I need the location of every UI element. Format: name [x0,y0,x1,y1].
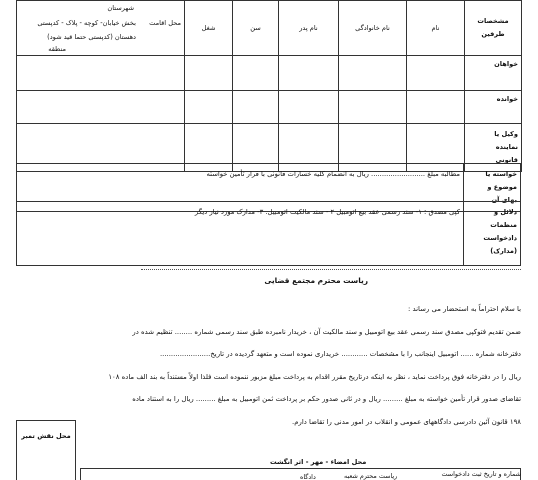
father-name-header: نام پدر [279,1,339,56]
branch-label: ریاست محترم شعبه [344,472,398,480]
letter-body [16,298,521,433]
stamp-label: محل نقش تمبر [21,432,71,440]
defendant-surname-cell[interactable] [339,91,407,124]
plaintiff-age-cell[interactable] [233,56,279,91]
dotted-separator [141,268,521,270]
parties-header-line: مشخصات [477,17,509,25]
defendant-label: خوانده [465,91,522,124]
plaintiff-address-cell[interactable] [17,56,185,91]
signature-label: محل امضاء - مهر - اثر انگشت [270,458,367,466]
defendant-name-cell[interactable] [407,91,465,124]
lawyer-label-line: نماینده [495,143,518,151]
defendant-row [17,91,522,124]
address-header-line: منطقه [48,45,66,53]
parties-header-cell [465,1,522,56]
evidence-label-line: دادخواست [483,234,517,242]
defendant-address-cell[interactable] [17,91,185,124]
evidence-text[interactable] [17,202,464,266]
plaintiff-job-cell[interactable] [185,56,233,91]
plaintiff-father-cell[interactable] [279,56,339,91]
evidence-section [16,201,521,266]
stamp-box [16,420,76,480]
letter-line: با سلام احتراماً به استحضار می رساند : [408,305,521,313]
evidence-text-line: کپی مصدق : ۱- سند رسمی عقد بیع اتومبیل ۲ - سند مالکیت اتومبیل. ۳- مدارک مورد نیاز دیگر [194,208,460,216]
plaintiff-surname-cell[interactable] [339,56,407,91]
defendant-father-cell[interactable] [279,91,339,124]
evidence-label-line: (مدارک) [490,247,517,255]
surname-header: نام خانوادگی [339,1,407,56]
parties-table [16,0,522,172]
name-header: نام [407,1,465,56]
court-title: ریاست محترم مجتمع قضایی [264,276,368,285]
age-header: سن [233,1,279,56]
demand-text-line: مطالبه مبلغ ......................... ریال به انضمام کلیه خسارات قانونی با قرار تأمین خواسته [206,170,460,178]
evidence-label-line: دلائل و [493,208,517,216]
letter-line: تقاضای صدور قرار تأمین خواسته به مبلغ ......... ریال و در ثانی صدور حکم بر پرداخت ثمن اتومبیل به مبلغ ......... ریال را به استناد ماده [132,395,521,403]
defendant-job-cell[interactable] [185,91,233,124]
demand-label-line: موضوع و [487,183,517,191]
evidence-label [464,202,521,266]
address-header-line: شهرستان [107,4,134,12]
plaintiff-row [17,56,522,91]
lawyer-label-line: قانونی [495,156,518,164]
address-header-cell [17,1,185,56]
plaintiff-label: خواهان [465,56,522,91]
lawyer-label-line: وکیل یا [494,130,518,138]
letter-line: دفترخانه شماره ...... اتومبیل اینجانب را با مشخصات ............ خریداری نموده است و متعهد گردیده در تاریخ....................... [159,350,521,358]
residence-header: محل اقامت [149,19,181,27]
plaintiff-name-cell[interactable] [407,56,465,91]
letter-line: ریال را در دفترخانه فوق پرداخت نماید ، نظر به اینکه درتاریخ مقرر اقدام به پرداخت مبلغ مزبور ننموده است فلذا اولاً مستنداً به بند الف ماده ۱۰۸ [108,372,521,381]
registration-label: شماره و تاریخ ثبت دادخواست [441,470,521,478]
address-header-line: بخش خیابان- کوچه - پلاک - کدپستی [37,19,136,27]
address-header-line: دهستان (کدپستی حتما قید شود) [47,33,136,41]
court-label: دادگاه [300,473,316,480]
demand-label-line: خواسته یا [485,170,517,178]
evidence-label-line: منظمات [490,221,517,229]
demand-label-line: بهای آن [491,196,517,204]
job-header: شغل [185,1,233,56]
letter-line: ضمن تقدیم فتوکپی مصدق سند رسمی عقد بیع اتومبیل و سند مالکیت آن ، خریدار نامبرده طبق سند رسمی شماره ........ تنظیم شده در [132,327,521,336]
letter-line: ۱۹۸ قانون آئین دادرسی دادگاههای عمومی و انقلاب در امور مدنی را تقاضا دارم. [292,417,521,426]
defendant-age-cell[interactable] [233,91,279,124]
parties-header-line: طرفین [481,30,505,38]
table-header-row [17,1,522,56]
